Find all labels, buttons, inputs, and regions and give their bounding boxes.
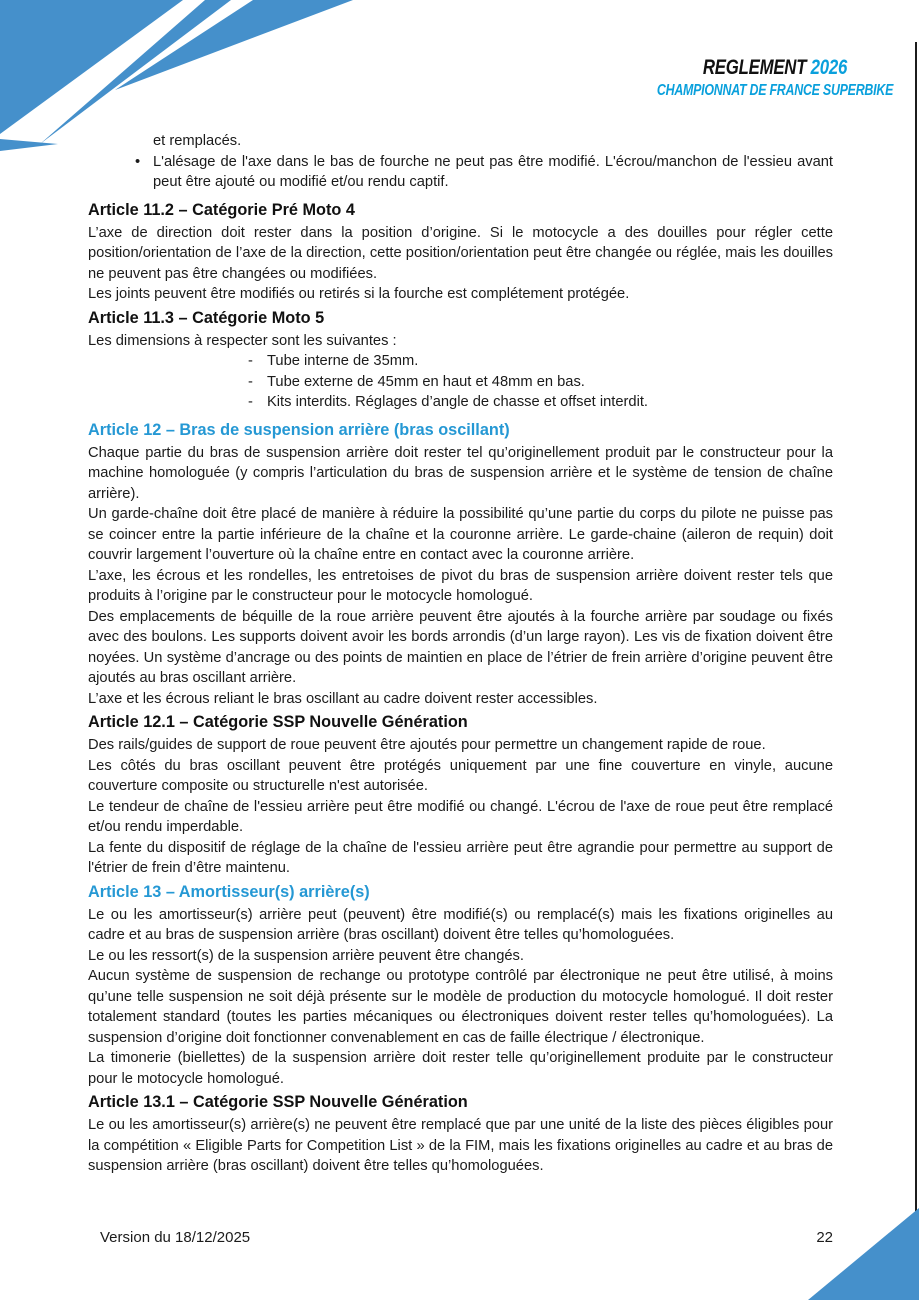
intro-bullet-list [88,131,833,193]
paragraph: Les côtés du bras oscillant peuvent être protégés uniquement par une fine couverture en vinyle, aucune couverture composite ou structurelle n'est autorisée. [88,757,833,794]
paragraph: La timonerie (biellettes) de la suspension arrière doit rester telle qu’originellement produite par le constructeur pour le motocycle homologué. [88,1050,833,1087]
paragraph: Un garde-chaîne doit être placé de manière à réduire la possibilité qu’une partie du corps du pilote ne puisse pas se coincer entre la partie inférieure de la chaîne et la couronne arrière. Le garde-chaine (aileron de requin) doit couvrir largement l’ouverture où la chaîne entre en contact avec la couronne arrière. [88,506,833,563]
document-body [88,131,833,1177]
section-heading: Article 12.1 – Catégorie SSP Nouvelle Génération [88,713,468,731]
paragraph: L’axe et les écrous reliant le bras oscillant au cadre doivent rester accessibles. [88,690,598,707]
document-header [651,56,899,100]
footer-version: Version du 18/12/2025 [100,1229,251,1246]
footer-page-number: 22 [816,1229,833,1246]
section-article-13 [88,883,833,1090]
paragraph: Chaque partie du bras de suspension arrière doit rester tel qu’originellement produit par le constructeur pour la machine homologuée (y compris l’articulation du bras de suspension arrière et le système de tension de chaîne arrière). [88,444,833,502]
corner-triangle-graphic [808,1208,919,1300]
title-regulation: REGLEMENT [702,56,807,79]
paragraph: Le ou les amortisseur(s) arrière peut (peuvent) être modifié(s) ou remplacé(s) mais les fixations originelles au cadre et au bras de suspension arrière (bras oscillant) doivent être telles qu’homologuées. [88,906,833,943]
list-item: • L'alésage de l'axe dans le bas de fourche ne peut pas être modifié. L'écrou/manchon de l'essieu avant peut être ajouté ou modifié et/ou rendu captif. [88,152,833,193]
section-heading: Article 13 – Amortisseur(s) arrière(s) [88,882,370,901]
paragraph: Aucun système de suspension de rechange ou prototype contrôlé par électronique ne peut être utilisé, à moins qu’une telle suspension ne soit déjà présente sur le modèle de production du motocycle homologué. Il doit rester totalement standard (toutes les parties mécaniques ou électroniques doivent rester telles qu’homologuées). La suspension d’origine doit fonctionner convenablement en cas de faille électrique / électronique. [88,968,833,1046]
paragraph: Des rails/guides de support de roue peuvent être ajoutés pour permettre un changement rapide de roue. [88,737,766,753]
dash-list [88,351,833,413]
paragraph: Le ou les amortisseur(s) arrière(s) ne peuvent être remplacé que par une unité de la liste des pièces éligibles pour la compétition « Eligible Parts for Competition List » de la FIM, mais les fixations originelles au cadre et au bras de suspension arrière (bras oscillant) doivent être telles qu’homologuées. [88,1117,833,1174]
list-item: - Kits interdits. Réglages d’angle de chasse et offset interdit. [88,392,833,413]
paragraph: Le ou les ressort(s) de la suspension arrière peuvent être changés. [88,947,524,964]
list-item: - Tube externe de 45mm en haut et 48mm en bas. [88,372,833,393]
page-subtitle: CHAMPIONNAT DE FRANCE SUPERBIKE [656,82,894,100]
section-article-11-2 [88,201,833,305]
page-footer [88,1228,833,1247]
list-item-continuation: et remplacés. [153,133,242,149]
section-heading: Article 12 – Bras de suspension arrière (bras oscillant) [88,420,510,439]
section-article-13-1 [88,1093,833,1177]
paragraph: Des emplacements de béquille de la roue arrière peuvent être ajoutés à la fourche arrière par soudage ou fixés avec des boulons. Les supports doivent avoir les bords arrondis (d’un large rayon). Les vis de fixation doivent être noyées. Un système d’ancrage ou des points de maintien en place de l’étrier de frein arrière d’origine peuvent être ajoutés au bras oscillant arrière. [88,608,833,686]
section-heading: Article 11.3 – Catégorie Moto 5 [88,308,325,327]
page-edge-rule [915,42,917,1212]
paragraph: L’axe de direction doit rester dans la position d’origine. Si le motocycle a des douilles pour régler cette position/orientation de l’axe de la direction, cette position/orientation peut être changée ou réglée, mais les douilles ne peuvent pas être changées ou modifiées. [88,224,833,282]
paragraph: La fente du dispositif de réglage de la chaîne de l'essieu arrière peut être agrandie pour permettre au support de l'étrier de frein d’être maintenu. [88,839,833,876]
paragraph: Les joints peuvent être modifiés ou retirés si la fourche est complétement protégée. [88,286,630,302]
paragraph: L’axe, les écrous et les rondelles, les entretoises de pivot du bras de suspension arrière doivent rester tels que produits à l’origine par le constructeur pour le motocycle homologué. [88,567,833,604]
paragraph: Les dimensions à respecter sont les suivantes : [88,332,397,349]
section-article-12-1 [88,713,833,879]
paragraph: Le tendeur de chaîne de l'essieu arrière peut être modifié ou changé. L'écrou de l'axe de roue peut être remplacé et/ou rendu imperdable. [88,798,833,835]
section-article-11-3 [88,309,833,413]
list-item: - Tube interne de 35mm. [88,351,833,372]
section-heading: Article 13.1 – Catégorie SSP Nouvelle Génération [88,1093,468,1111]
section-heading: Article 11.2 – Catégorie Pré Moto 4 [88,200,355,219]
page-title [651,56,899,80]
title-year: 2026 [810,56,848,79]
section-article-12 [88,421,833,710]
